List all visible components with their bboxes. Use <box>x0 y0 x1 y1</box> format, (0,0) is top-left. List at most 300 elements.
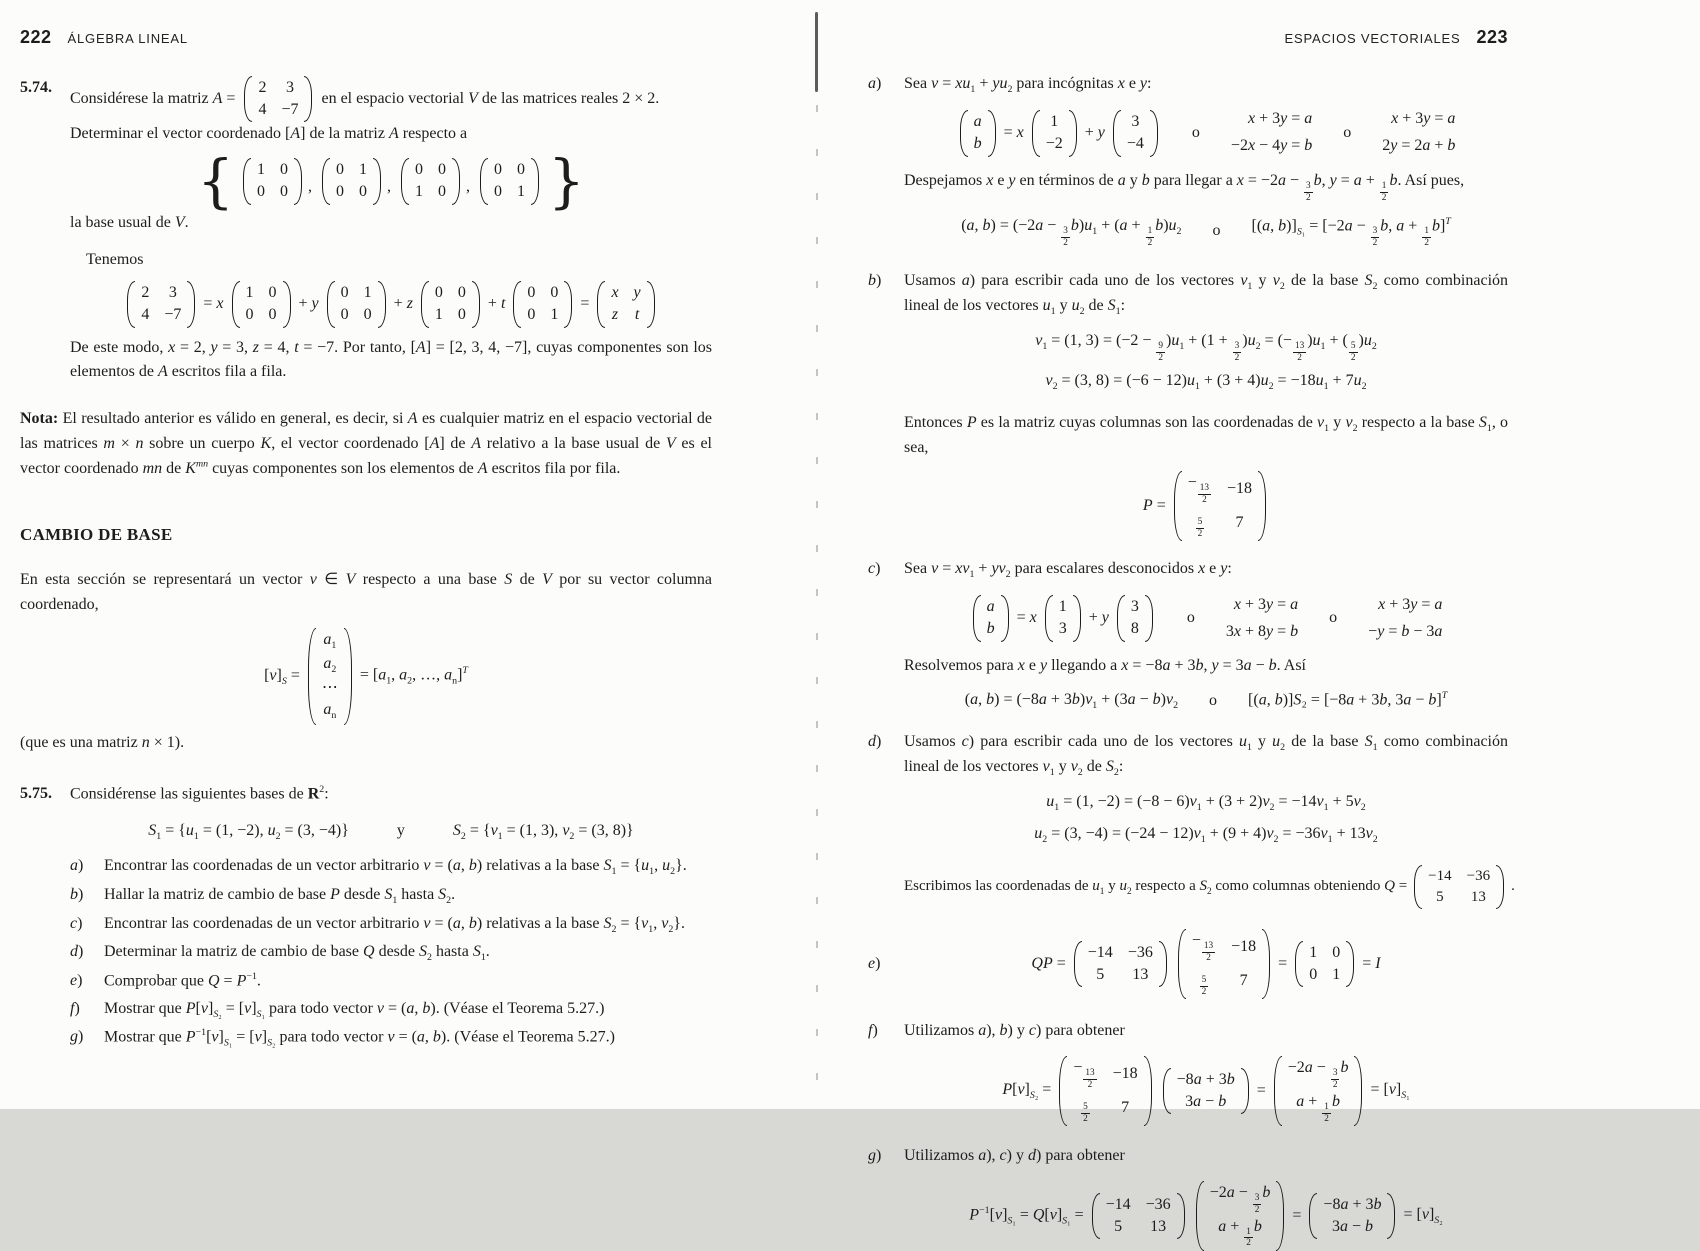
paren-right <box>1144 1056 1152 1126</box>
paren-left <box>1414 865 1422 909</box>
matrix-cell: 0 <box>415 161 423 179</box>
matrix-cell: ⋯ <box>321 679 338 697</box>
matrix-body <box>605 281 646 328</box>
item-text: Encontrar las coordenadas de un vector arbitrario v = (a, b) relativas a la base $S_1 = \{u_1$, $u_2$}. <box>104 857 687 878</box>
basis-matrix-e1 <box>243 158 302 205</box>
paren-left <box>1045 595 1053 642</box>
matrix-cell: 0 <box>438 182 446 200</box>
matrix-cell: a + $\frac{1}{2}$ b <box>1296 1092 1340 1124</box>
stacked-fraction: $\frac{3}{2}$ <box>1254 1193 1260 1215</box>
problem-5-74 <box>20 76 712 385</box>
item-text: Mostrar que $P^{-1}[v]_{S_1} = [v]_{S_2}$ para todo vector v = (a, b). (Véase el Teorema 5.27.) <box>104 1027 615 1049</box>
right-page <box>868 24 1515 1251</box>
equation-lhs: (a, b) = (−2a − $\frac{3}{2}$ $b)u_1 + (a$ + $\frac{1}{2}$ $b)u_2$ <box>961 216 1182 248</box>
paren-right <box>344 628 352 725</box>
paren-right <box>1150 110 1158 157</box>
equation-text: + z <box>393 294 413 312</box>
item-label: a) <box>868 74 882 92</box>
matrix-cell: 13 <box>1150 1217 1167 1235</box>
paren-right <box>472 281 480 328</box>
paren-left <box>232 281 240 328</box>
item-body <box>904 557 1508 716</box>
matrix-Q <box>1092 1193 1185 1240</box>
matrix-cell: −7 <box>164 305 182 323</box>
matrix-body <box>1067 1056 1143 1126</box>
matrix-body <box>981 595 1001 642</box>
matrix-cell: − $\frac{13}{2}$ <box>1191 932 1214 963</box>
matrix-body <box>1186 929 1262 999</box>
equation-lhs: $P^{-1}[v]_{S_1} = Q[v]_{S_1}$ = <box>969 1205 1084 1227</box>
column-vector-ab <box>960 110 996 157</box>
matrix-body <box>1422 865 1496 909</box>
equals: = <box>1292 1206 1302 1224</box>
column-vector <box>1274 1056 1363 1126</box>
matrix-cell: 1 <box>245 284 254 302</box>
left-running-head <box>20 24 712 52</box>
paren-left <box>327 281 335 328</box>
matrix-body <box>1182 471 1258 541</box>
solution-item-e <box>868 929 1508 999</box>
matrix-cell: 3a − b <box>1185 1092 1227 1110</box>
item-text: Mostrar que $P[v]_{S_2} = [v]_{S_1}$ para todo vector v = (a, b). (Véase el Teorema 5.27.) <box>104 999 605 1020</box>
Q-transformation-equation <box>904 1181 1508 1251</box>
item-label: f) <box>868 1022 878 1040</box>
column-vector-v2 <box>1117 595 1153 642</box>
list-item-c <box>70 912 712 938</box>
matrix-cell: 0 <box>457 284 466 302</box>
o-separator: o <box>1329 609 1338 627</box>
equals: = <box>1278 954 1288 972</box>
paren-left <box>243 158 251 205</box>
item-label: c) <box>868 560 881 578</box>
resolvemos-text: Resolvemos para x e y llegando a x = −8a + 3b, y = 3a − b. Así <box>904 657 1306 675</box>
vector-equation-a <box>904 107 1508 159</box>
matrix-cell: −36 <box>1145 1195 1171 1213</box>
right-brace: } <box>548 147 585 216</box>
column-vector-ab <box>973 595 1009 642</box>
matrix-body <box>488 158 531 205</box>
matrix-cell: 0 <box>517 161 525 179</box>
comma: , <box>308 177 312 195</box>
matrix-Q-line <box>904 865 1515 909</box>
stacked-fraction: $\frac{3}{2}$ <box>1372 226 1378 248</box>
matrix-cell: 1 <box>434 305 443 323</box>
paren-left <box>960 110 968 157</box>
item-body <box>904 1019 1508 1126</box>
stacked-fraction: $\frac{5}{2}$ <box>1201 974 1207 997</box>
item-text: Encontrar las coordenadas de un vector arbitrario v = (a, b) relativas a la base $S_2 = \{v_1$, $v_2$}. <box>104 914 685 935</box>
matrix-cell: 0 <box>527 284 536 302</box>
matrix-cell: 7 <box>1235 513 1244 531</box>
item-body <box>904 929 1508 999</box>
item-body <box>904 72 1508 253</box>
column-vector <box>1309 1193 1395 1240</box>
stacked-fraction: $\frac{1}{2}$ <box>1324 1101 1329 1124</box>
paren-right <box>378 281 386 328</box>
list-item-g <box>70 1025 712 1051</box>
matrix-cell: 0 <box>268 305 277 323</box>
matrix-cell: a <box>986 598 995 616</box>
equation-rhs: = $[v]_{S_1}$ <box>1370 1081 1410 1102</box>
matrix-cell: −18 <box>1112 1064 1138 1082</box>
matrix-cell: y <box>633 284 641 302</box>
matrix-P <box>1059 1056 1151 1126</box>
matrix-cell: 0 <box>268 284 277 302</box>
stacked-fraction: $\frac{5}{2}$ <box>1083 1101 1088 1124</box>
matrix-cell: 5 <box>1114 1217 1123 1235</box>
matrix-cell: 1 <box>359 161 367 179</box>
equation-text: + t <box>487 294 506 312</box>
paren-right <box>988 110 996 157</box>
matrix-cell: −18 <box>1227 480 1253 498</box>
column-vector <box>1196 1181 1285 1251</box>
nota-paragraph <box>20 407 712 482</box>
matrix-cell: 0 <box>280 161 288 179</box>
item-label: f) <box>70 999 80 1017</box>
matrix-cell: $a_n$ <box>323 700 337 722</box>
matrix-A <box>244 76 312 123</box>
page-number: 223 <box>1476 27 1508 47</box>
item-text: Determinar la matriz de cambio de base Q desde $S_2$ hasta $S_1$. <box>104 943 490 964</box>
matrix-cell: −7 <box>281 100 299 118</box>
P-transformation-equation <box>904 1056 1508 1126</box>
item-body <box>904 1144 1508 1251</box>
equation-rhs: = $[v]_{S_2}$ <box>1403 1206 1443 1227</box>
matrix-cell: 0 <box>1332 943 1341 961</box>
stacked-fraction: $\frac{5}{2}$ <box>1350 340 1356 363</box>
matrix-cell: b <box>973 134 982 152</box>
equation-system-3 <box>1226 593 1298 645</box>
item-intro: Utilizamos a), b) y c) para obtener <box>904 1022 1125 1040</box>
stacked-fraction: $\frac{13}{2}$ <box>1199 483 1210 506</box>
problem-5-75 <box>20 782 712 1052</box>
solution-item-c <box>868 557 1508 716</box>
equation-text: = x <box>1016 609 1037 627</box>
paren-left <box>1178 929 1186 999</box>
stacked-fraction: $\frac{13}{2}$ <box>1294 340 1305 363</box>
solution-a-equation <box>904 214 1508 249</box>
stacked-fraction: $\frac{1}{2}$ <box>1424 226 1429 248</box>
list-item-a <box>70 854 712 880</box>
paren-right <box>1496 865 1504 909</box>
list-item-e <box>70 969 712 994</box>
paren-right <box>647 281 655 328</box>
matrix-cell: 3a − b <box>1331 1217 1373 1235</box>
matrix-cell: −2a − $\frac{3}{2}$ b <box>1287 1059 1349 1090</box>
solution-item-d <box>868 730 1515 909</box>
matrix-cell: 1 <box>1050 112 1059 130</box>
list-item-f <box>70 997 712 1023</box>
problem-statement-line2: Determinar el vector coordenado [A] de la matriz A respecto a <box>70 125 468 143</box>
matrix-cell: x <box>611 284 619 302</box>
paren-right <box>187 281 195 328</box>
basis-matrix-e1 <box>232 281 291 328</box>
matrix-cell: 1 <box>415 182 423 200</box>
paren-left <box>1117 595 1125 642</box>
base-usual-text: la base usual de V. <box>70 214 189 232</box>
matrix-cell: 0 <box>550 284 559 302</box>
matrix-cell <box>1195 507 1206 540</box>
paren-left <box>1295 941 1303 988</box>
stacked-fraction: $\frac{1}{2}$ <box>1246 1226 1251 1249</box>
running-head-title: ÁLGEBRA LINEAL <box>67 31 188 46</box>
stacked-fraction: $\frac{3}{2}$ <box>1063 226 1068 248</box>
tenemos-text: Tenemos <box>86 251 144 269</box>
matrix-body <box>335 281 378 328</box>
matrix-body <box>330 158 373 205</box>
matrix-cell: 3 <box>285 78 294 96</box>
item-intro: Sea $v = xu_1 + yu_2$ para incógnitas x e y: <box>904 74 1152 96</box>
matrix-body <box>1204 1181 1277 1251</box>
item-body <box>904 269 1508 544</box>
paren-right <box>1073 595 1081 642</box>
paren-right <box>1387 1193 1395 1240</box>
matrix-cell: 8 <box>1130 620 1139 638</box>
matrix-cell: −14 <box>1428 868 1452 885</box>
paren-right <box>531 158 539 205</box>
matrix-body <box>316 628 344 725</box>
paren-left <box>421 281 429 328</box>
system-equation-line: x + 3y = a <box>1247 110 1313 128</box>
matrix-cell: 13 <box>1132 965 1149 983</box>
solution-c-equation <box>904 688 1508 714</box>
nota-body: El resultado anterior es válido en general, es decir, si A es cualquier matriz en el espacio vectorial de las matrices m × n sobre un cuerpo K, el vector coordenado [A] de A relativo a la base usual de V es el vector coordenado mn de $K^{mn}$ cuyas componentes son los elementos de A escritos fila por fila. <box>20 410 713 478</box>
matrix-body <box>1040 110 1069 157</box>
statement-text: Considérese la matriz A = <box>70 89 236 107</box>
equation-text: = <box>580 294 590 312</box>
paren-right <box>1262 929 1270 999</box>
matrix-cell: − $\frac{13}{2}$ <box>1187 474 1210 506</box>
matrix-cell: 0 <box>336 182 344 200</box>
item-label: e) <box>70 971 83 989</box>
u1-expansion: $u_1 = (1$, $-2) = (-8 - 6)v_1 + (3 + 2)v_2 = -14v_1 + 5v_2$ <box>1046 792 1366 814</box>
matrix-body <box>1053 595 1073 642</box>
matrix-body <box>1317 1193 1387 1240</box>
usual-basis-set <box>70 147 712 216</box>
matrix-body <box>240 281 283 328</box>
matrix-cell: 3 <box>1058 620 1067 638</box>
matrix-cell: 0 <box>527 305 536 323</box>
matrix-cell: 0 <box>438 161 446 179</box>
matrix-body <box>521 281 564 328</box>
left-page <box>20 24 712 1051</box>
item-label: e) <box>868 954 881 972</box>
matrix-cell: −36 <box>1466 868 1491 885</box>
basis-matrix-e4 <box>513 281 572 328</box>
v1-expansion: $v_1 = (1$, 3) = (−2 − $\frac{9}{2}$ )$u_1 + (1$ + $\frac{3}{2}$ )$u_2$ = (− $\frac{13}{2}$ )$u_1$ + ( $\frac{5}{2}$ )$u_2$ <box>1035 331 1377 363</box>
stacked-fraction: $\frac{3}{2}$ <box>1234 340 1240 363</box>
matrix-cell: 3 <box>1130 598 1139 616</box>
system-equation-line: 2y = 2a + b <box>1382 137 1456 155</box>
left-brace: { <box>197 147 234 216</box>
matrix-cell: 1 <box>1058 598 1067 616</box>
paren-right <box>1069 110 1077 157</box>
matrix-cell: 0 <box>1309 965 1318 983</box>
o-separator: o <box>1212 221 1221 239</box>
paren-right <box>1241 1068 1249 1115</box>
matrix-cell: −14 <box>1105 1195 1131 1213</box>
solution-item-a <box>868 72 1508 253</box>
matrix-cell: 0 <box>340 305 349 323</box>
paren-left <box>1163 1068 1171 1115</box>
item-intro: Sea $v = xv_1 + yv_2$ para escalares desconocidos x e y: <box>904 560 1232 581</box>
vector-equation-c <box>904 593 1508 645</box>
problem-number: 5.74. <box>20 78 52 96</box>
page-gutter-dashes <box>816 105 818 1101</box>
paren-left <box>322 158 330 205</box>
matrix-cell: 0 <box>245 305 254 323</box>
paren-left <box>1196 1181 1204 1251</box>
paren-right <box>1001 595 1009 642</box>
bases-definition: $S_1 = \{u_1 = (1$, −2), $u_2 = (3$, −4)} y $S_2 = \{v_1 = (1$, 3), $v_2 = (3$, 8)} <box>148 821 634 843</box>
paren-right <box>452 158 460 205</box>
system-equation-line: −y = b − 3a <box>1368 622 1443 640</box>
escribimos-text: Escribimos las coordenadas de $u_1$ y $u_2$ respecto a $S_2$ como columnas obteniendo Q = <box>904 877 1408 897</box>
paren-left <box>244 76 252 123</box>
equation-lhs: (a, $b) = (-8a + 3b)v_1 + (3a - b)v_2$ <box>964 691 1179 712</box>
matrix-cell: 4 <box>141 305 150 323</box>
list-item-b <box>70 883 712 909</box>
equation-system-1 <box>1231 107 1312 159</box>
equation-lhs: QP = <box>1031 954 1066 972</box>
item-label: d) <box>70 943 84 961</box>
problem-body <box>70 782 712 1052</box>
matrix-cell: −2a − $\frac{3}{2}$ b <box>1209 1183 1271 1215</box>
matrix-cell: 5 <box>1096 965 1105 983</box>
o-separator: o <box>1191 123 1200 141</box>
matrix-body <box>409 158 452 205</box>
QP-identity-equation <box>904 929 1508 999</box>
basis-matrix-e4 <box>480 158 539 205</box>
matrix-cell: 0 <box>434 284 443 302</box>
item-text: Hallar la matriz de cambio de base P desde $S_1$ hasta $S_2$. <box>104 885 456 907</box>
paren-right <box>283 281 291 328</box>
nota-label: Nota: <box>20 410 59 428</box>
comma: , <box>387 177 391 195</box>
column-vector-v1 <box>1045 595 1081 642</box>
matrix-cell: a <box>973 112 982 130</box>
matrix-cell: 7 <box>1239 971 1248 989</box>
basis-matrix-e3 <box>421 281 480 328</box>
matrix-body <box>1100 1193 1177 1240</box>
equation-rhs: = I <box>1362 954 1381 972</box>
equation-rhs: [(a, $b)]_{S_1} = [-2a$ − $\frac{3}{2}$ b, a + $\frac{1}{2}$ b]$^T$ <box>1251 215 1451 248</box>
stacked-fraction: $\frac{5}{2}$ <box>1197 516 1203 539</box>
column-vector-u2 <box>1113 110 1158 157</box>
equation-lhs: $[v]_S$ = <box>264 666 300 687</box>
matrix-cell: a + $\frac{1}{2}$ b <box>1218 1217 1262 1249</box>
paren-left <box>127 281 135 328</box>
matrix-cell: 7 <box>1121 1098 1130 1116</box>
matrix-cell: 0 <box>359 182 367 200</box>
matrix-body <box>1125 595 1145 642</box>
stacked-fraction: $\frac{13}{2}$ <box>1203 941 1214 963</box>
equation-text: + y <box>298 294 319 312</box>
matrix-cell: 1 <box>363 284 372 302</box>
matrix-cell <box>1080 1092 1091 1125</box>
matrix-cell: 1 <box>550 305 559 323</box>
paren-right <box>564 281 572 328</box>
system-equation-line: x + 3y = a <box>1233 595 1299 613</box>
matrix-body <box>251 158 294 205</box>
page-number: 222 <box>20 27 52 47</box>
paren-left <box>1074 941 1082 988</box>
stacked-fraction: $\frac{9}{2}$ <box>1158 340 1163 363</box>
paren-left <box>597 281 605 328</box>
matrix-cell: 0 <box>336 161 344 179</box>
item-label: a) <box>70 857 84 875</box>
running-head-title: ESPACIOS VECTORIALES <box>1284 31 1461 46</box>
matrix-cell: 4 <box>258 100 267 118</box>
v2-expansion: $v_2 = (3$, $8) = (-6 - 12)u_1 + (3 + 4)u_2 = -18u_1 + 7u_2$ <box>1045 372 1367 393</box>
matrix-cell: t <box>634 305 640 323</box>
matrix-cell: 3 <box>168 284 177 302</box>
matrix-cell: 1 <box>1309 943 1318 961</box>
matrix-cell: 5 <box>1436 888 1444 905</box>
paren-left <box>1174 471 1182 541</box>
paren-right <box>1354 1056 1362 1126</box>
paren-right <box>1258 471 1266 541</box>
section-heading: CAMBIO DE BASE <box>20 524 173 544</box>
matrix-cell: −14 <box>1087 943 1113 961</box>
o-separator: o <box>1186 609 1195 627</box>
period: . <box>1511 878 1515 895</box>
paren-left <box>1113 110 1121 157</box>
matrix-cell <box>1199 965 1210 998</box>
paren-left <box>1059 1056 1067 1126</box>
comma: , <box>466 177 470 195</box>
paren-left <box>401 158 409 205</box>
equation-system-2 <box>1382 107 1455 159</box>
equals: = <box>1256 1081 1266 1099</box>
matrix-Q <box>1074 941 1167 988</box>
matrix-cell: 0 <box>457 305 466 323</box>
solution-item-f <box>868 1019 1508 1126</box>
item-label: d) <box>868 732 882 750</box>
equation-text: + y <box>1088 609 1109 627</box>
identity-matrix <box>1295 941 1354 988</box>
matrix-A <box>127 281 195 328</box>
matrix-P <box>1174 471 1266 541</box>
matrix-cell: 1 <box>1332 965 1341 983</box>
problem-statement: Considérense las siguientes bases de $R^2$: <box>70 783 329 803</box>
solution-text: De este modo, x = 2, y = 3, z = 4, t = −7. Por tanto, [A] = [2, 3, 4, −7], cuyas componentes son los elementos de A escritos fila a fila. <box>70 338 712 381</box>
equation-rhs: [(a, b)]S₂ = [−8a + 3b, 3a − b]$^T$ <box>1248 690 1448 709</box>
item-label: b) <box>70 885 84 903</box>
matrix-cell: 0 <box>280 182 288 200</box>
matrix-P <box>1178 929 1270 999</box>
column-vector <box>1163 1068 1249 1115</box>
item-text: Comprobar que $Q = P^{-1}$. <box>104 970 261 989</box>
stacked-fraction: $\frac{13}{2}$ <box>1085 1068 1095 1090</box>
paren-right <box>1346 941 1354 988</box>
paren-left <box>308 628 316 725</box>
matrix-cell: −4 <box>1126 134 1144 152</box>
matrix-cell: 0 <box>494 182 502 200</box>
o-separator: o <box>1209 691 1218 709</box>
equation-system-4 <box>1368 593 1442 645</box>
statement-text: en el espacio vectorial V de las matrices reales 2 × 2. <box>321 89 660 107</box>
matrix-cell: −8a + 3b <box>1323 1195 1382 1213</box>
item-label: b) <box>868 271 882 289</box>
matrix-cell: −2 <box>1045 134 1063 152</box>
matrix-cell: b <box>986 620 995 638</box>
page-gutter-line <box>815 12 818 92</box>
matrix-cell: 0 <box>363 305 372 323</box>
paren-left <box>1032 110 1040 157</box>
matrix-cell: 1 <box>517 182 525 200</box>
equation-lhs: P = <box>1142 496 1166 514</box>
